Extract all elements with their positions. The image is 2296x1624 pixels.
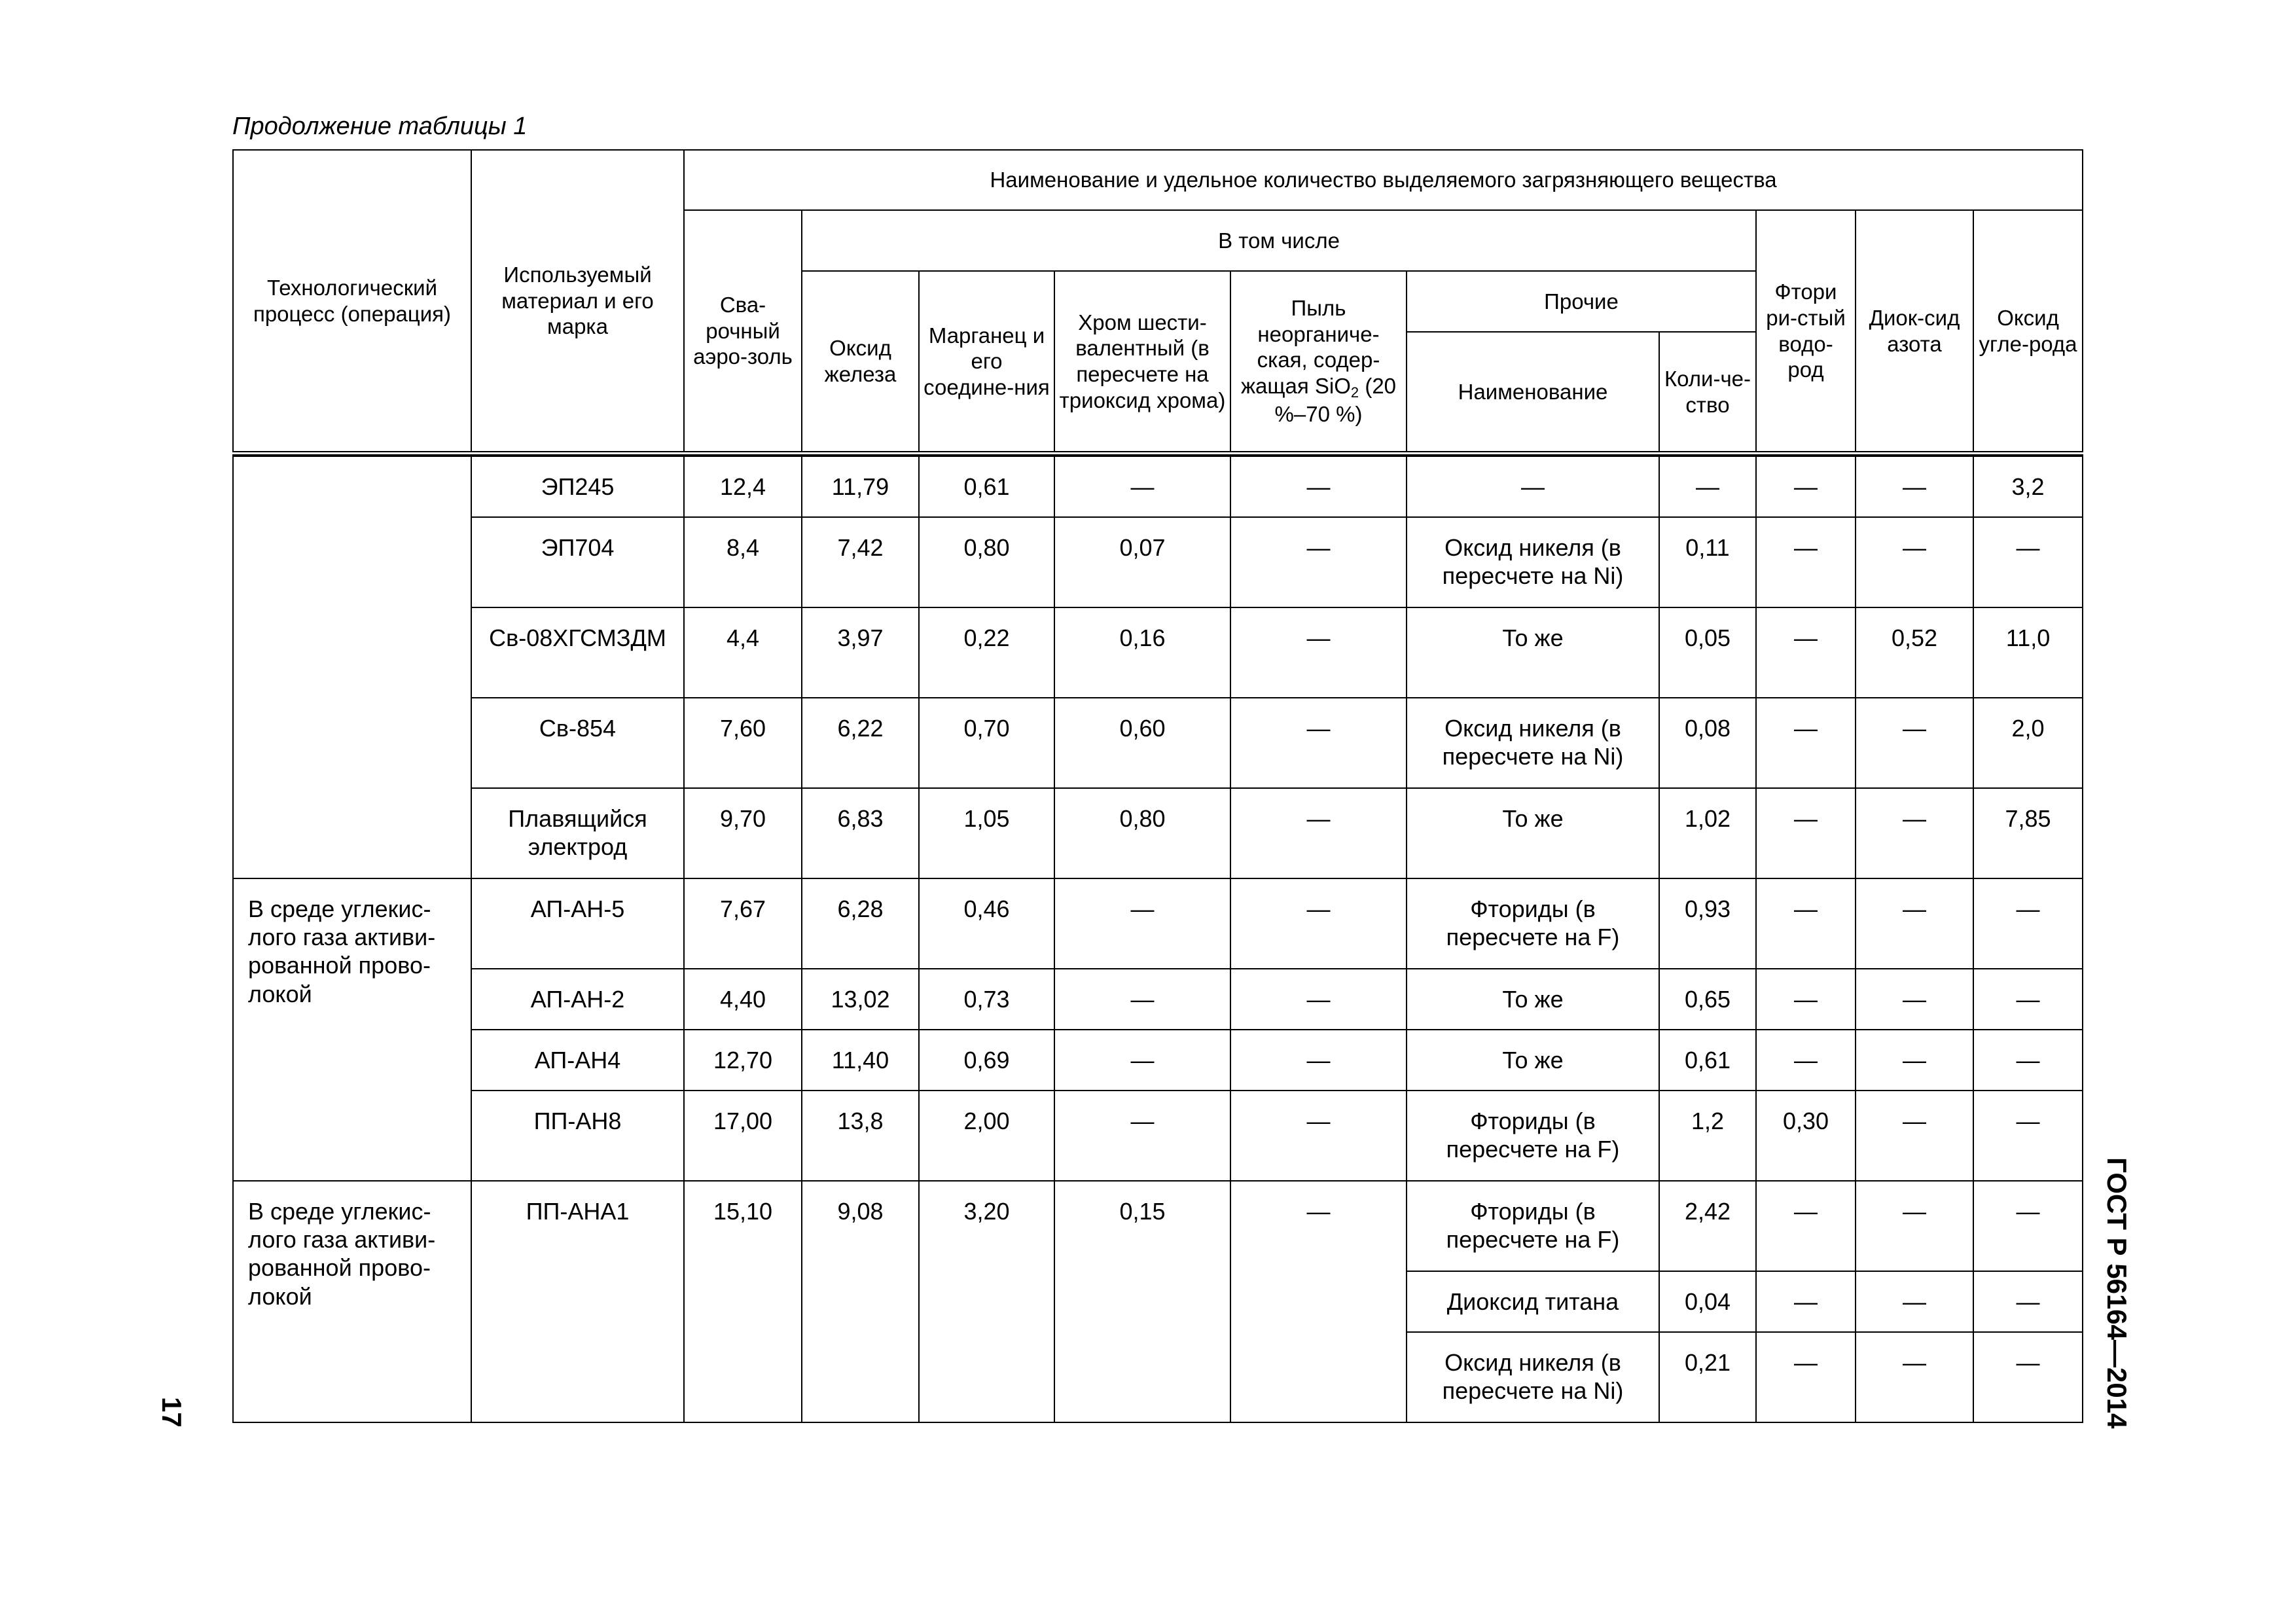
value-cell: — — [1973, 1332, 2083, 1422]
table-caption: Продолжение таблицы 1 — [232, 113, 528, 140]
value-cell: 0,05 — [1659, 607, 1756, 698]
value-cell: — — [1856, 1030, 1973, 1091]
material-cell: АП-АН4 — [471, 1030, 684, 1091]
value-cell: — — [1230, 1181, 1407, 1422]
other-name-cell: Оксид никеля (в пересчете на Ni) — [1407, 1332, 1659, 1422]
header-group: Наименование и удельное количество выделяемого загрязняющего вещества — [684, 150, 2083, 210]
table-row — [233, 698, 2083, 788]
value-cell: 7,85 — [1973, 788, 2083, 878]
value-cell: 3,20 — [919, 1181, 1054, 1422]
table-row — [233, 607, 2083, 698]
value-cell: 6,28 — [802, 878, 919, 969]
header-co: Оксид угле-рода — [1973, 210, 2083, 454]
emissions-table — [232, 149, 2083, 1423]
value-cell: 6,83 — [802, 788, 919, 878]
value-cell: 11,40 — [802, 1030, 919, 1091]
material-cell: ЭП245 — [471, 456, 684, 517]
value-cell: 15,10 — [684, 1181, 802, 1422]
material-cell: Св-854 — [471, 698, 684, 788]
value-cell: — — [1973, 969, 2083, 1030]
header-including: В том числе — [802, 210, 1756, 271]
material-cell: АП-АН-2 — [471, 969, 684, 1030]
value-cell: — — [1856, 698, 1973, 788]
value-cell: — — [1856, 969, 1973, 1030]
value-cell: — — [1756, 517, 1856, 607]
table-row — [233, 1030, 2083, 1091]
other-name-cell: Оксид никеля (в пересчете на Ni) — [1407, 698, 1659, 788]
header-manganese: Марганец и его соедине-ния — [919, 271, 1054, 454]
value-cell: 12,4 — [684, 456, 802, 517]
value-cell: 9,08 — [802, 1181, 919, 1422]
header-material: Используемый материал и его марка — [471, 150, 684, 454]
value-cell: 9,70 — [684, 788, 802, 878]
header-dust-sub: 2 — [1350, 384, 1359, 401]
header-process: Технологический процесс (операция) — [233, 150, 471, 454]
value-cell: — — [1973, 1181, 2083, 1271]
value-cell: — — [1856, 456, 1973, 517]
value-cell: — — [1054, 1030, 1230, 1091]
table-row — [233, 878, 2083, 969]
value-cell: — — [1230, 517, 1407, 607]
value-cell: 11,79 — [802, 456, 919, 517]
value-cell: — — [1230, 698, 1407, 788]
value-cell: — — [1230, 456, 1407, 517]
value-cell: — — [1756, 1030, 1856, 1091]
value-cell: — — [1230, 969, 1407, 1030]
value-cell: — — [1054, 878, 1230, 969]
value-cell: 0,61 — [919, 456, 1054, 517]
value-cell: 0,30 — [1756, 1091, 1856, 1181]
value-cell: — — [1856, 788, 1973, 878]
value-cell: 0,46 — [919, 878, 1054, 969]
value-cell: — — [1973, 1030, 2083, 1091]
other-name-cell: То же — [1407, 607, 1659, 698]
material-cell: ЭП704 — [471, 517, 684, 607]
header-dust-prefix: Пыль неорганиче-ская, содер-жащая SiO — [1240, 296, 1380, 398]
header-iron-oxide: Оксид железа — [802, 271, 919, 454]
value-cell: 7,60 — [684, 698, 802, 788]
value-cell: 1,02 — [1659, 788, 1756, 878]
value-cell: — — [1756, 607, 1856, 698]
value-cell: — — [1856, 517, 1973, 607]
value-cell: 0,70 — [919, 698, 1054, 788]
material-cell: ПП-АН8 — [471, 1091, 684, 1181]
process-cell: В среде углекис-лого газа активи-рованной прово-локой — [233, 1181, 471, 1422]
page-number: 17 — [156, 1397, 187, 1428]
value-cell: — — [1230, 1091, 1407, 1181]
value-cell: — — [1230, 1030, 1407, 1091]
value-cell: 0,73 — [919, 969, 1054, 1030]
value-cell: 0,93 — [1659, 878, 1756, 969]
value-cell: — — [1054, 456, 1230, 517]
value-cell: 0,11 — [1659, 517, 1756, 607]
value-cell: — — [1973, 517, 2083, 607]
value-cell: — — [1856, 878, 1973, 969]
value-cell: 7,67 — [684, 878, 802, 969]
value-cell: 1,05 — [919, 788, 1054, 878]
header-other-qty: Коли-че-ство — [1659, 332, 1756, 454]
header-dust-suffix: (20 %–70 %) — [1274, 373, 1397, 427]
value-cell: — — [1230, 607, 1407, 698]
header-aerosol: Сва-рочный аэро-золь — [684, 210, 802, 454]
value-cell: — — [1230, 788, 1407, 878]
value-cell: — — [1756, 698, 1856, 788]
value-cell: — — [1856, 1091, 1973, 1181]
value-cell: 0,60 — [1054, 698, 1230, 788]
table-row — [233, 1181, 2083, 1271]
value-cell: 0,21 — [1659, 1332, 1756, 1422]
table-row — [233, 969, 2083, 1030]
value-cell: — — [1756, 1181, 1856, 1271]
material-cell: АП-АН-5 — [471, 878, 684, 969]
value-cell: 3,97 — [802, 607, 919, 698]
value-cell: — — [1856, 1181, 1973, 1271]
value-cell: 2,00 — [919, 1091, 1054, 1181]
value-cell: 0,08 — [1659, 698, 1756, 788]
value-cell: 7,42 — [802, 517, 919, 607]
header-other-name: Наименование — [1407, 332, 1659, 454]
header-chromium: Хром шести-валентный (в пересчете на триоксид хрома) — [1054, 271, 1230, 454]
value-cell: — — [1973, 1271, 2083, 1332]
value-cell: — — [1054, 969, 1230, 1030]
standard-code: ГОСТ Р 56164—2014 — [2102, 1157, 2132, 1429]
value-cell: — — [1973, 878, 2083, 969]
process-cell: В среде углекис-лого газа активи-рованной прово-локой — [233, 878, 471, 1181]
value-cell: 0,80 — [919, 517, 1054, 607]
value-cell: — — [1230, 878, 1407, 969]
value-cell: 0,16 — [1054, 607, 1230, 698]
header-no2: Диок-сид азота — [1856, 210, 1973, 454]
material-cell: Св-08ХГСМЗДМ — [471, 607, 684, 698]
header-other: Прочие — [1407, 271, 1756, 332]
value-cell: 13,02 — [802, 969, 919, 1030]
value-cell: — — [1756, 1271, 1856, 1332]
value-cell: 4,4 — [684, 607, 802, 698]
other-name-cell: То же — [1407, 1030, 1659, 1091]
value-cell: 8,4 — [684, 517, 802, 607]
material-cell: ПП-АНА1 — [471, 1181, 684, 1422]
value-cell: 1,2 — [1659, 1091, 1756, 1181]
other-name-cell: То же — [1407, 788, 1659, 878]
value-cell: 0,65 — [1659, 969, 1756, 1030]
value-cell: — — [1756, 969, 1856, 1030]
material-cell: Плавящийся электрод — [471, 788, 684, 878]
other-name-cell: Оксид никеля (в пересчете на Ni) — [1407, 517, 1659, 607]
value-cell: 4,40 — [684, 969, 802, 1030]
value-cell: 13,8 — [802, 1091, 919, 1181]
value-cell: 0,07 — [1054, 517, 1230, 607]
value-cell: — — [1659, 456, 1756, 517]
value-cell: 0,04 — [1659, 1271, 1756, 1332]
value-cell: 0,61 — [1659, 1030, 1756, 1091]
value-cell: — — [1973, 1091, 2083, 1181]
process-cell-empty — [233, 456, 471, 878]
other-name-cell: — — [1407, 456, 1659, 517]
value-cell: — — [1756, 878, 1856, 969]
value-cell: — — [1856, 1271, 1973, 1332]
value-cell: 2,42 — [1659, 1181, 1756, 1271]
value-cell: — — [1756, 456, 1856, 517]
value-cell: — — [1756, 1332, 1856, 1422]
table-row — [233, 517, 2083, 607]
value-cell: 0,52 — [1856, 607, 1973, 698]
other-name-cell: Фториды (в пересчете на F) — [1407, 878, 1659, 969]
value-cell: 0,69 — [919, 1030, 1054, 1091]
value-cell: 11,0 — [1973, 607, 2083, 698]
header-hf: Фтори ри-стый водо-род — [1756, 210, 1856, 454]
value-cell: 3,2 — [1973, 456, 2083, 517]
other-name-cell: То же — [1407, 969, 1659, 1030]
value-cell: 12,70 — [684, 1030, 802, 1091]
value-cell: — — [1856, 1332, 1973, 1422]
header-dust — [1230, 271, 1407, 454]
value-cell: 6,22 — [802, 698, 919, 788]
other-name-cell: Фториды (в пересчете на F) — [1407, 1181, 1659, 1271]
other-name-cell: Диоксид титана — [1407, 1271, 1659, 1332]
value-cell: 0,80 — [1054, 788, 1230, 878]
other-name-cell: Фториды (в пересчете на F) — [1407, 1091, 1659, 1181]
value-cell: 2,0 — [1973, 698, 2083, 788]
value-cell: — — [1756, 788, 1856, 878]
value-cell: 0,15 — [1054, 1181, 1230, 1422]
table-row — [233, 1091, 2083, 1181]
value-cell: 17,00 — [684, 1091, 802, 1181]
table-row — [233, 788, 2083, 878]
table-row — [233, 456, 2083, 517]
value-cell: — — [1054, 1091, 1230, 1181]
value-cell: 0,22 — [919, 607, 1054, 698]
